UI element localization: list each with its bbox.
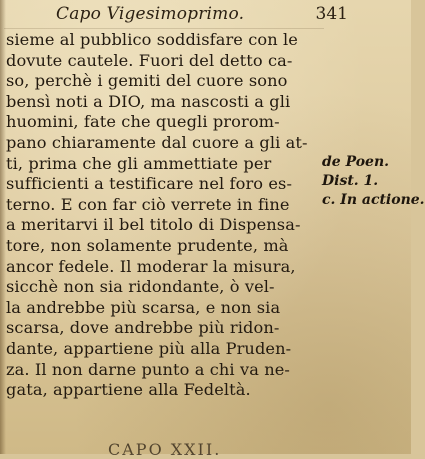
text-line: terno. E con far ciò verrete in fine: [6, 194, 290, 214]
header-divider: [4, 28, 324, 29]
text-line: gata, appartiene alla Fedeltà.: [6, 380, 251, 400]
text-line: sufficienti a testificare nel foro es-: [6, 174, 293, 194]
text-line: bensì noti a DIO, ma nascosti a gli: [6, 91, 291, 111]
text-line: la andrebbe più scarsa, e non sia: [6, 297, 281, 317]
margin-citation-line: c. In actione.: [322, 192, 425, 208]
running-head: [56, 4, 348, 26]
margin-citation-line: de Poen.: [322, 154, 390, 170]
text-line: dante, appartiene più alla Pruden-: [6, 338, 292, 358]
body-text: [6, 30, 324, 401]
text-line: pano chiaramente dal cuore a gli at-: [6, 132, 308, 152]
text-line: ancor fedele. Il moderar la misura,: [6, 256, 296, 276]
text-line: dovute cautele. Fuori del detto ca-: [6, 50, 293, 70]
next-chapter-heading: CAPO XXII.: [108, 440, 222, 459]
text-line: ti, prima che gli ammettiate per: [6, 153, 272, 173]
running-title: Capo Vigesimoprimo.: [56, 4, 245, 24]
text-line: sieme al pubblico soddisfare con le: [6, 30, 298, 49]
text-line: so, perchè i gemiti del cuore sono: [6, 71, 288, 91]
text-line: sicchè non sia ridondante, ò vel-: [6, 277, 275, 297]
text-line: huomini, fate che quegli prorom-: [6, 112, 280, 132]
margin-citation: [322, 153, 425, 210]
text-line: scarsa, dove andrebbe più ridon-: [6, 318, 280, 338]
text-line: tore, non solamente prudente, mà: [6, 235, 289, 255]
page-number: 341: [315, 4, 348, 24]
margin-citation-line: Dist. 1.: [322, 173, 379, 189]
text-line: a meritarvi il bel titolo di Dispensa-: [6, 215, 301, 235]
text-line: za. Il non darne punto a chi va ne-: [6, 359, 290, 379]
